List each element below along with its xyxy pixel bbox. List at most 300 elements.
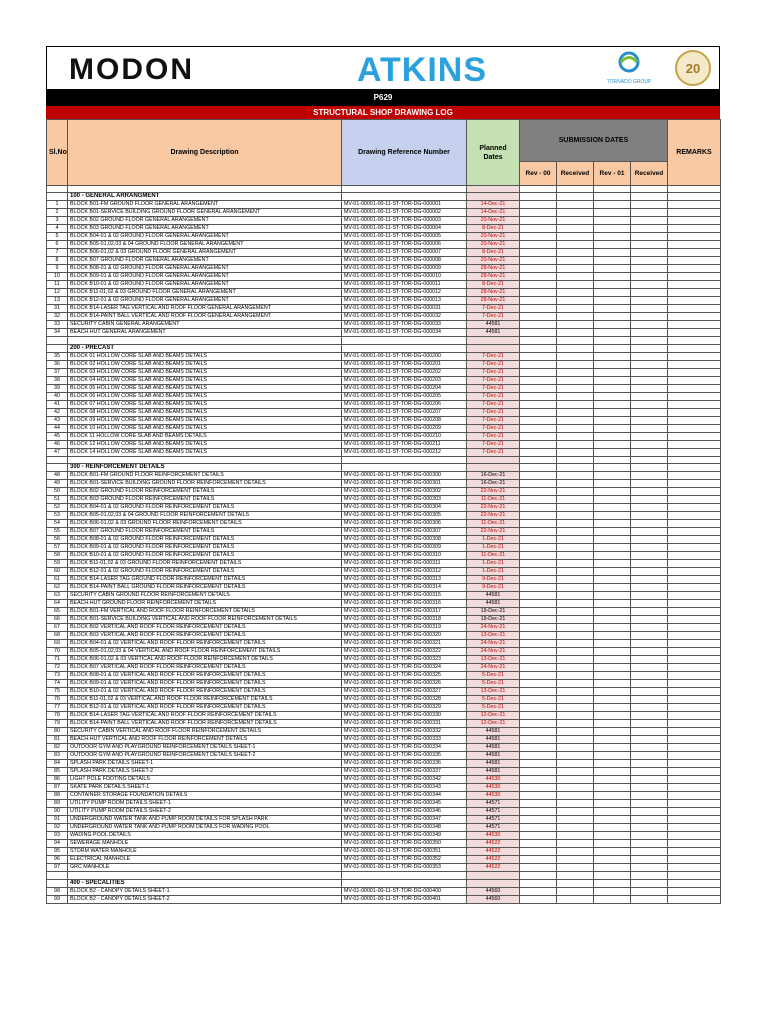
section-title: 200 - PRECAST [68, 344, 342, 352]
table-header [47, 120, 721, 186]
reference-cell: MV-01-00001-00-11-ST-TOR-DG-000332 [342, 728, 467, 736]
received-2-cell [631, 840, 668, 848]
rev-00-cell [520, 624, 557, 632]
rev-01-cell [594, 848, 631, 856]
sl-no-cell: 74 [47, 680, 68, 688]
description-cell: BLOCK B2 - CANOPY DETAILS SHEET-2 [68, 895, 342, 903]
received-1-cell [557, 448, 594, 456]
sl-no-cell: 39 [47, 384, 68, 392]
planned-date-cell: 44581 [467, 752, 520, 760]
received-2-cell [631, 648, 668, 656]
received-1-cell [557, 816, 594, 824]
rev-01-cell [594, 305, 631, 313]
received-1-cell [557, 368, 594, 376]
rev-01-cell [594, 440, 631, 448]
reference-cell: MV-01-00001-00-11-ST-TOR-DG-000315 [342, 592, 467, 600]
remarks-cell [668, 832, 721, 840]
rev-00-cell [520, 720, 557, 728]
sl-no-cell: 54 [47, 520, 68, 528]
reference-cell: MV-01-00001-00-11-ST-TOR-DG-000206 [342, 400, 467, 408]
sl-no-cell: 57 [47, 544, 68, 552]
sl-no-cell: 13 [47, 297, 68, 305]
sl-no-cell: 33 [47, 321, 68, 329]
description-cell: BLOCK B03 GROUND FLOOR REINFORCEMENT DETAILS [68, 496, 342, 504]
anniversary-badge-text: 20 [685, 61, 701, 76]
rev-00-cell [520, 392, 557, 400]
description-cell: BLOCK B02 VERTICAL AND ROOF FLOOR REINFORCEMENT DETAILS [68, 624, 342, 632]
sl-no-cell: 32 [47, 313, 68, 321]
received-1-cell [557, 488, 594, 496]
sl-no-cell: 45 [47, 432, 68, 440]
empty-cell [520, 879, 557, 887]
table-row [47, 512, 721, 520]
table-row [47, 552, 721, 560]
planned-date-cell: 11-Dec-21 [467, 496, 520, 504]
received-1-cell [557, 656, 594, 664]
remarks-cell [668, 704, 721, 712]
rev-01-cell [594, 744, 631, 752]
rev-00-cell [520, 760, 557, 768]
remarks-cell [668, 824, 721, 832]
rev-01-cell [594, 289, 631, 297]
received-2-cell [631, 241, 668, 249]
description-cell: BLOCK 12 HOLLOW CORE SLAB AND BEAMS DETAILS [68, 440, 342, 448]
reference-cell: MV-01-00001-00-11-ST-TOR-DG-000008 [342, 257, 467, 265]
rev-00-cell [520, 217, 557, 225]
reference-cell: MV-01-00001-00-11-ST-TOR-DG-000012 [342, 289, 467, 297]
received-1-cell [557, 864, 594, 872]
empty-cell [631, 193, 668, 201]
table-row [47, 624, 721, 632]
received-1-cell [557, 648, 594, 656]
sl-no-cell: 72 [47, 664, 68, 672]
col-received-1: Received [557, 162, 594, 186]
description-cell: BLOCK B06-01,02 & 03 GROUND FLOOR GENERAL ARANGEMENT [68, 249, 342, 257]
remarks-cell [668, 408, 721, 416]
reference-cell: MV-01-00001-00-11-ST-TOR-DG-000207 [342, 408, 467, 416]
reference-cell: MV-01-00001-00-11-ST-TOR-DG-000345 [342, 800, 467, 808]
rev-01-cell [594, 265, 631, 273]
planned-date-cell: 7-Dec-21 [467, 400, 520, 408]
received-2-cell [631, 680, 668, 688]
rev-00-cell [520, 432, 557, 440]
reference-cell: MV-01-00001-00-11-ST-TOR-DG-000331 [342, 720, 467, 728]
planned-date-cell: 44581 [467, 736, 520, 744]
rev-01-cell [594, 225, 631, 233]
received-2-cell [631, 728, 668, 736]
received-1-cell [557, 592, 594, 600]
received-1-cell [557, 856, 594, 864]
received-1-cell [557, 792, 594, 800]
sl-no-cell: 42 [47, 408, 68, 416]
rev-00-cell [520, 257, 557, 265]
empty-cell [68, 337, 342, 344]
description-cell: UTILITY PUMP ROOM DETAILS SHEET-2 [68, 808, 342, 816]
rev-00-cell [520, 281, 557, 289]
rev-00-cell [520, 384, 557, 392]
received-1-cell [557, 512, 594, 520]
sl-no-cell: 69 [47, 640, 68, 648]
reference-cell: MV-01-00001-00-11-ST-TOR-DG-000309 [342, 544, 467, 552]
planned-date-cell: 20-Nov-21 [467, 241, 520, 249]
received-1-cell [557, 313, 594, 321]
sl-no-cell: 96 [47, 856, 68, 864]
empty-cell [467, 337, 520, 344]
received-2-cell [631, 560, 668, 568]
empty-cell [594, 456, 631, 463]
received-2-cell [631, 712, 668, 720]
project-code: P629 [46, 90, 720, 106]
empty-cell [342, 879, 467, 887]
received-1-cell [557, 576, 594, 584]
remarks-cell [668, 281, 721, 289]
received-1-cell [557, 297, 594, 305]
col-reference: Drawing Reference Number [342, 120, 467, 186]
planned-date-cell: 24-Nov-21 [467, 664, 520, 672]
atkins-logo: ATKINS [357, 51, 488, 89]
reference-cell: MV-01-00001-00-11-ST-TOR-DG-000317 [342, 608, 467, 616]
table-row [47, 225, 721, 233]
description-cell: BLOCK 05 HOLLOW CORE SLAB AND BEAMS DETAILS [68, 384, 342, 392]
sl-no-cell: 95 [47, 848, 68, 856]
table-row [47, 856, 721, 864]
sl-no-cell: 41 [47, 400, 68, 408]
rev-01-cell [594, 520, 631, 528]
reference-cell: MV-01-00001-00-11-ST-TOR-DG-000330 [342, 712, 467, 720]
rev-00-cell [520, 233, 557, 241]
empty-cell [594, 872, 631, 879]
rev-00-cell [520, 400, 557, 408]
remarks-cell [668, 225, 721, 233]
remarks-cell [668, 265, 721, 273]
planned-date-cell: 1-Dec-21 [467, 568, 520, 576]
received-1-cell [557, 552, 594, 560]
table-row [47, 887, 721, 895]
received-2-cell [631, 273, 668, 281]
section-row [47, 344, 721, 352]
empty-cell [47, 879, 68, 887]
planned-date-cell: 7-Dec-21 [467, 313, 520, 321]
planned-date-cell: 12-Dec-21 [467, 712, 520, 720]
received-1-cell [557, 824, 594, 832]
planned-date-cell: 44581 [467, 329, 520, 337]
received-2-cell [631, 760, 668, 768]
remarks-cell [668, 416, 721, 424]
rev-01-cell [594, 544, 631, 552]
description-cell: BLOCK B09-01 & 02 GROUND FLOOR REINFORCEMENT DETAILS [68, 544, 342, 552]
table-row [47, 376, 721, 384]
description-cell: BLOCK B01-SERVICE BUILDING GROUND FLOOR GENERAL ARANGEMENT [68, 209, 342, 217]
planned-date-cell: 44581 [467, 321, 520, 329]
description-cell: BLOCK B05-01,02,03 & 04 GROUND FLOOR REINFORCEMENT DETAILS [68, 512, 342, 520]
received-2-cell [631, 472, 668, 480]
rev-01-cell [594, 512, 631, 520]
reference-cell: MV-01-00001-00-11-ST-TOR-DG-000343 [342, 784, 467, 792]
received-2-cell [631, 856, 668, 864]
description-cell: BLOCK B09-01 & 02 GROUND FLOOR GENERAL ARANGEMENT [68, 273, 342, 281]
remarks-cell [668, 856, 721, 864]
spacer-row [47, 337, 721, 344]
reference-cell: MV-01-00001-00-11-ST-TOR-DG-000209 [342, 424, 467, 432]
received-2-cell [631, 568, 668, 576]
sl-no-cell: 81 [47, 736, 68, 744]
received-1-cell [557, 688, 594, 696]
reference-cell: MV-01-00001-00-11-ST-TOR-DG-000325 [342, 672, 467, 680]
planned-date-cell: 44530 [467, 784, 520, 792]
received-1-cell [557, 265, 594, 273]
received-1-cell [557, 233, 594, 241]
empty-cell [68, 186, 342, 193]
planned-date-cell: 7-Dec-21 [467, 424, 520, 432]
description-cell: STORM WATER MANHOLE [68, 848, 342, 856]
description-cell: BLOCK B07 GROUND FLOOR REINFORCEMENT DETAILS [68, 528, 342, 536]
rev-01-cell [594, 249, 631, 257]
reference-cell: MV-01-00001-00-11-ST-TOR-DG-000034 [342, 329, 467, 337]
reference-cell: MV-01-00001-00-11-ST-TOR-DG-000334 [342, 744, 467, 752]
sl-no-cell: 9 [47, 265, 68, 273]
rev-01-cell [594, 392, 631, 400]
description-cell: BLOCK 01 HOLLOW CORE SLAB AND BEAMS DETAILS [68, 352, 342, 360]
description-cell: BLOCK 07 HOLLOW CORE SLAB AND BEAMS DETAILS [68, 400, 342, 408]
sl-no-cell: 36 [47, 360, 68, 368]
reference-cell: MV-01-00001-00-11-ST-TOR-DG-000202 [342, 368, 467, 376]
sl-no-cell: 86 [47, 776, 68, 784]
remarks-cell [668, 592, 721, 600]
sl-no-cell: 79 [47, 720, 68, 728]
sl-no-cell: 48 [47, 472, 68, 480]
reference-cell: MV-01-00001-00-11-ST-TOR-DG-000316 [342, 600, 467, 608]
planned-date-cell: 16-Dec-21 [467, 480, 520, 488]
description-cell: BLOCK B02 GROUND FLOOR REINFORCEMENT DETAILS [68, 488, 342, 496]
planned-date-cell: 7-Dec-21 [467, 384, 520, 392]
rev-01-cell [594, 840, 631, 848]
remarks-cell [668, 297, 721, 305]
table-row [47, 488, 721, 496]
description-cell: OUTDOOR GYM AND PLAYGROUND REINFORCEMENT DETAILS SHEET-2 [68, 752, 342, 760]
empty-cell [520, 337, 557, 344]
table-row [47, 472, 721, 480]
rev-01-cell [594, 201, 631, 209]
planned-date-cell: 12-Dec-21 [467, 720, 520, 728]
received-2-cell [631, 488, 668, 496]
planned-date-cell: 28-Nov-21 [467, 273, 520, 281]
table-row [47, 895, 721, 903]
remarks-cell [668, 241, 721, 249]
planned-date-cell: 13-Dec-21 [467, 688, 520, 696]
sl-no-cell: 52 [47, 504, 68, 512]
table-row [47, 416, 721, 424]
received-2-cell [631, 313, 668, 321]
sl-no-cell: 31 [47, 305, 68, 313]
col-received-2: Received [631, 162, 668, 186]
table-row [47, 808, 721, 816]
received-2-cell [631, 305, 668, 313]
rev-01-cell [594, 616, 631, 624]
rev-00-cell [520, 800, 557, 808]
sl-no-cell: 92 [47, 824, 68, 832]
rev-00-cell [520, 552, 557, 560]
rev-01-cell [594, 704, 631, 712]
rev-01-cell [594, 408, 631, 416]
reference-cell: MV-01-00001-00-11-ST-TOR-DG-000004 [342, 225, 467, 233]
remarks-cell [668, 560, 721, 568]
sl-no-cell: 6 [47, 241, 68, 249]
received-2-cell [631, 832, 668, 840]
sl-no-cell: 66 [47, 616, 68, 624]
remarks-cell [668, 672, 721, 680]
description-cell: BEACH HUT GENERAL ARANGEMENT [68, 329, 342, 337]
sl-no-cell: 94 [47, 840, 68, 848]
received-1-cell [557, 281, 594, 289]
description-cell: SPLASH PARK DETAILS SHEET-2 [68, 768, 342, 776]
description-cell: BLOCK B11-01,02 & 03 GROUND FLOOR REINFORCEMENT DETAILS [68, 560, 342, 568]
table-row [47, 584, 721, 592]
remarks-cell [668, 504, 721, 512]
planned-date-cell: 22-Nov-21 [467, 512, 520, 520]
received-1-cell [557, 776, 594, 784]
rev-01-cell [594, 608, 631, 616]
received-2-cell [631, 225, 668, 233]
empty-cell [520, 464, 557, 472]
received-2-cell [631, 792, 668, 800]
received-2-cell [631, 640, 668, 648]
reference-cell: MV-01-00001-00-11-ST-TOR-DG-000033 [342, 321, 467, 329]
rev-01-cell [594, 241, 631, 249]
reference-cell: MV-01-00001-00-11-ST-TOR-DG-000400 [342, 887, 467, 895]
received-2-cell [631, 696, 668, 704]
sl-no-cell: 50 [47, 488, 68, 496]
rev-00-cell [520, 241, 557, 249]
reference-cell: MV-01-00001-00-11-ST-TOR-DG-000205 [342, 392, 467, 400]
description-cell: ELECTRICAL MANHOLE [68, 856, 342, 864]
description-cell: SECURITY CABIN VERTICAL AND ROOF FLOOR REINFORCEMENT DETAILS [68, 728, 342, 736]
received-2-cell [631, 289, 668, 297]
received-1-cell [557, 895, 594, 903]
remarks-cell [668, 640, 721, 648]
received-2-cell [631, 824, 668, 832]
rev-01-cell [594, 648, 631, 656]
received-2-cell [631, 432, 668, 440]
planned-date-cell: 24-Nov-21 [467, 624, 520, 632]
table-row [47, 520, 721, 528]
rev-00-cell [520, 313, 557, 321]
received-1-cell [557, 432, 594, 440]
planned-date-cell: 7-Dec-21 [467, 408, 520, 416]
planned-date-cell: 44522 [467, 864, 520, 872]
table-row [47, 776, 721, 784]
spacer-row [47, 186, 721, 193]
empty-cell [520, 872, 557, 879]
received-1-cell [557, 241, 594, 249]
table-row [47, 392, 721, 400]
received-1-cell [557, 217, 594, 225]
remarks-cell [668, 728, 721, 736]
planned-date-cell: 9-Dec-21 [467, 584, 520, 592]
received-1-cell [557, 808, 594, 816]
rev-01-cell [594, 313, 631, 321]
description-cell: BEACH HUT GROUND FLOOR REINFORCEMENT DETAILS [68, 600, 342, 608]
remarks-cell [668, 792, 721, 800]
received-1-cell [557, 728, 594, 736]
section-title: 100 - GENERAL ARRANGMENT [68, 193, 342, 201]
table-row [47, 265, 721, 273]
received-1-cell [557, 480, 594, 488]
planned-date-cell: 7-Dec-21 [467, 305, 520, 313]
rev-01-cell [594, 273, 631, 281]
received-1-cell [557, 680, 594, 688]
remarks-cell [668, 656, 721, 664]
sl-no-cell: 2 [47, 209, 68, 217]
empty-cell [668, 872, 721, 879]
description-cell: OUTDOOR GYM AND PLAYGROUND REINFORCEMENT DETAILS SHEET-1 [68, 744, 342, 752]
empty-cell [467, 464, 520, 472]
rev-01-cell [594, 776, 631, 784]
rev-01-cell [594, 233, 631, 241]
rev-01-cell [594, 488, 631, 496]
received-1-cell [557, 736, 594, 744]
received-2-cell [631, 392, 668, 400]
rev-00-cell [520, 520, 557, 528]
rev-00-cell [520, 504, 557, 512]
rev-00-cell [520, 528, 557, 536]
empty-cell [467, 186, 520, 193]
reference-cell: MV-01-00001-00-11-ST-TOR-DG-000302 [342, 488, 467, 496]
empty-cell [594, 879, 631, 887]
received-1-cell [557, 536, 594, 544]
col-rev-01: Rev - 01 [594, 162, 631, 186]
description-cell: BLOCK 02 HOLLOW CORE SLAB AND BEAMS DETAILS [68, 360, 342, 368]
planned-date-cell: 9-Dec-21 [467, 576, 520, 584]
received-1-cell [557, 840, 594, 848]
table-row [47, 696, 721, 704]
table-row [47, 656, 721, 664]
received-2-cell [631, 704, 668, 712]
remarks-cell [668, 736, 721, 744]
description-cell: BLOCK 03 HOLLOW CORE SLAB AND BEAMS DETAILS [68, 368, 342, 376]
sl-no-cell: 43 [47, 416, 68, 424]
received-1-cell [557, 712, 594, 720]
reference-cell: MV-01-00001-00-11-ST-TOR-DG-000007 [342, 249, 467, 257]
description-cell: BLOCK B04-01 & 02 GROUND FLOOR REINFORCEMENT DETAILS [68, 504, 342, 512]
planned-date-cell: 28-Nov-21 [467, 297, 520, 305]
section-title: 300 - REINFORCEMENT DETAILS [68, 464, 342, 472]
rev-00-cell [520, 289, 557, 297]
rev-00-cell [520, 856, 557, 864]
spacer-row [47, 872, 721, 879]
rev-00-cell [520, 664, 557, 672]
description-cell: BLOCK 04 HOLLOW CORE SLAB AND BEAMS DETAILS [68, 376, 342, 384]
modon-logo: MODON [69, 53, 194, 86]
rev-01-cell [594, 424, 631, 432]
empty-cell [467, 879, 520, 887]
section-row [47, 464, 721, 472]
sl-no-cell: 78 [47, 712, 68, 720]
description-cell: UTILITY PUMP ROOM DETAILS SHEET-1 [68, 800, 342, 808]
sl-no-cell: 64 [47, 600, 68, 608]
reference-cell: MV-01-00001-00-11-ST-TOR-DG-000352 [342, 856, 467, 864]
table-row [47, 864, 721, 872]
description-cell: SECURITY CABIN GENERAL ARANGEMENT [68, 321, 342, 329]
remarks-cell [668, 352, 721, 360]
sl-no-cell: 62 [47, 584, 68, 592]
description-cell: SPLASH PARK DETAILS SHEET-1 [68, 760, 342, 768]
received-2-cell [631, 528, 668, 536]
remarks-cell [668, 512, 721, 520]
table-row [47, 824, 721, 832]
received-2-cell [631, 416, 668, 424]
reference-cell: MV-01-00001-00-11-ST-TOR-DG-000328 [342, 696, 467, 704]
rev-01-cell [594, 816, 631, 824]
